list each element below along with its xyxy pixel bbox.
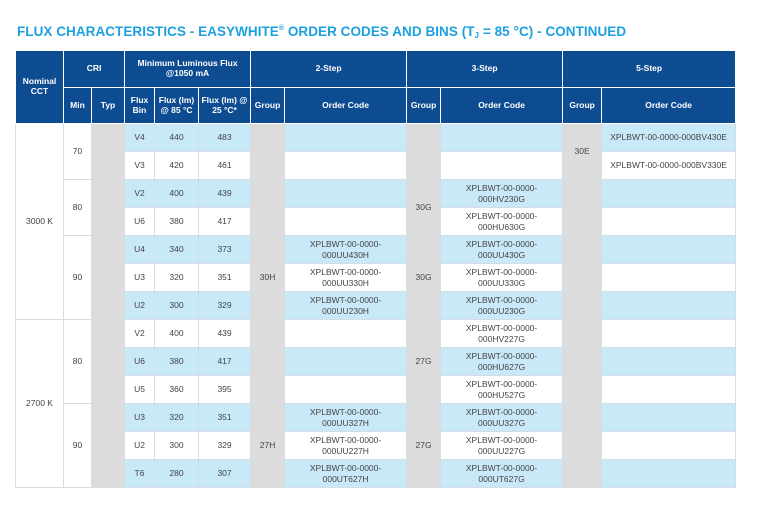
flux-25-cell: 329 xyxy=(199,292,251,320)
step3-code-cell: XPLBWT-00-0000-000HU527G xyxy=(441,376,563,404)
step3-group-cell: 27G xyxy=(407,320,441,404)
header-5-step: 5-Step xyxy=(563,51,736,88)
step2-group-cell xyxy=(251,320,285,404)
flux-bin-cell: U2 xyxy=(125,292,155,320)
step5-code-cell xyxy=(602,292,736,320)
flux-85-cell: 380 xyxy=(155,208,199,236)
flux-85-cell: 320 xyxy=(155,404,199,432)
step5-code-cell: XPLBWT-00-0000-000BV330E xyxy=(602,152,736,180)
header-cri-typ: Typ xyxy=(92,88,125,124)
step5-code-cell xyxy=(602,460,736,488)
table-row xyxy=(16,124,736,152)
header-min-flux: Minimum Luminous Flux @1050 mA xyxy=(125,51,251,88)
flux-table-container xyxy=(15,50,735,487)
step2-code-cell xyxy=(285,208,407,236)
step3-group-cell: 30G xyxy=(407,236,441,320)
step2-code-cell xyxy=(285,180,407,208)
header-3step-group: Group xyxy=(407,88,441,124)
step2-code-cell: XPLBWT-00-0000-000UU430H xyxy=(285,236,407,264)
step3-code-cell: XPLBWT-00-0000-000UU330G xyxy=(441,264,563,292)
flux-25-cell: 329 xyxy=(199,432,251,460)
flux-25-cell: 307 xyxy=(199,460,251,488)
flux-85-cell: 360 xyxy=(155,376,199,404)
flux-bin-cell: U3 xyxy=(125,264,155,292)
flux-bin-cell: T6 xyxy=(125,460,155,488)
flux-25-cell: 351 xyxy=(199,264,251,292)
header-flux-85: Flux (lm) @ 85 °C xyxy=(155,88,199,124)
header-5step-group: Group xyxy=(563,88,602,124)
step2-code-cell xyxy=(285,124,407,152)
flux-25-cell: 439 xyxy=(199,320,251,348)
cri-min-cell: 80 xyxy=(64,180,92,236)
flux-bin-cell: U6 xyxy=(125,348,155,376)
step5-code-cell xyxy=(602,180,736,208)
step2-code-cell xyxy=(285,348,407,376)
flux-bin-cell: V4 xyxy=(125,124,155,152)
flux-25-cell: 461 xyxy=(199,152,251,180)
step5-code-cell xyxy=(602,432,736,460)
step3-code-cell: XPLBWT-00-0000-000UT627G xyxy=(441,460,563,488)
step3-group-cell: 27G xyxy=(407,404,441,488)
header-nominal-cct: Nominal CCT xyxy=(16,51,64,124)
step2-code-cell: XPLBWT-00-0000-000UU330H xyxy=(285,264,407,292)
flux-bin-cell: V2 xyxy=(125,180,155,208)
flux-85-cell: 340 xyxy=(155,236,199,264)
cri-min-cell: 90 xyxy=(64,404,92,488)
step2-code-cell: XPLBWT-00-0000-000UU227H xyxy=(285,432,407,460)
flux-bin-cell: U5 xyxy=(125,376,155,404)
flux-bin-cell: V2 xyxy=(125,320,155,348)
step2-group-cell xyxy=(251,124,285,236)
step5-code-cell xyxy=(602,208,736,236)
flux-bin-cell: U3 xyxy=(125,404,155,432)
step2-code-cell xyxy=(285,152,407,180)
flux-85-cell: 320 xyxy=(155,264,199,292)
step5-group-cell: 30E xyxy=(563,124,602,180)
step3-code-cell xyxy=(441,124,563,152)
step2-code-cell xyxy=(285,376,407,404)
step3-code-cell: XPLBWT-00-0000-000UU430G xyxy=(441,236,563,264)
flux-85-cell: 440 xyxy=(155,124,199,152)
step3-code-cell: XPLBWT-00-0000-000HV230G xyxy=(441,180,563,208)
step3-code-cell: XPLBWT-00-0000-000HV227G xyxy=(441,320,563,348)
flux-25-cell: 439 xyxy=(199,180,251,208)
step3-code-cell: XPLBWT-00-0000-000UU327G xyxy=(441,404,563,432)
cri-typ-cell xyxy=(92,124,125,320)
flux-25-cell: 395 xyxy=(199,376,251,404)
step3-code-cell: XPLBWT-00-0000-000UU227G xyxy=(441,432,563,460)
step3-code-cell: XPLBWT-00-0000-000HU630G xyxy=(441,208,563,236)
step5-code-cell xyxy=(602,264,736,292)
header-flux-bin: Flux Bin xyxy=(125,88,155,124)
step5-code-cell: XPLBWT-00-0000-000BV430E xyxy=(602,124,736,152)
step2-code-cell: XPLBWT-00-0000-000UU230H xyxy=(285,292,407,320)
step2-code-cell xyxy=(285,320,407,348)
step2-group-cell: 30H xyxy=(251,236,285,320)
cri-min-cell: 80 xyxy=(64,320,92,404)
flux-85-cell: 380 xyxy=(155,348,199,376)
flux-bin-cell: U6 xyxy=(125,208,155,236)
cri-min-cell: 90 xyxy=(64,236,92,320)
header-3step-order-code: Order Code xyxy=(441,88,563,124)
step5-group-cell xyxy=(563,180,602,488)
cct-cell: 3000 K xyxy=(16,124,64,320)
flux-table xyxy=(15,50,736,488)
flux-25-cell: 417 xyxy=(199,208,251,236)
step3-group-cell xyxy=(407,124,441,180)
junction-subscript: J xyxy=(474,31,480,40)
flux-bin-cell: U4 xyxy=(125,236,155,264)
flux-bin-cell: V3 xyxy=(125,152,155,180)
step3-code-cell: XPLBWT-00-0000-000HU627G xyxy=(441,348,563,376)
step5-code-cell xyxy=(602,236,736,264)
flux-25-cell: 483 xyxy=(199,124,251,152)
cri-typ-cell xyxy=(92,320,125,488)
step5-code-cell xyxy=(602,404,736,432)
flux-25-cell: 373 xyxy=(199,236,251,264)
flux-85-cell: 400 xyxy=(155,320,199,348)
header-2-step: 2-Step xyxy=(251,51,407,88)
header-cri: CRI xyxy=(64,51,125,88)
cri-min-cell: 70 xyxy=(64,124,92,180)
step3-code-cell: XPLBWT-00-0000-000UU230G xyxy=(441,292,563,320)
registered-mark: ® xyxy=(278,24,285,32)
step3-group-cell: 30G xyxy=(407,180,441,236)
header-flux-25: Flux (lm) @ 25 °C* xyxy=(199,88,251,124)
step2-group-cell: 27H xyxy=(251,404,285,488)
step2-code-cell: XPLBWT-00-0000-000UU327H xyxy=(285,404,407,432)
page-title: FLUX CHARACTERISTICS - EASYWHITE® ORDER CODES AND BINS ($T_J = 85$ °C) - CONTINUED xyxy=(17,24,627,40)
step5-code-cell xyxy=(602,320,736,348)
flux-85-cell: 280 xyxy=(155,460,199,488)
step5-code-cell xyxy=(602,376,736,404)
header-2step-group: Group xyxy=(251,88,285,124)
cct-cell: 2700 K xyxy=(16,320,64,488)
header-5step-order-code: Order Code xyxy=(602,88,736,124)
table-row xyxy=(16,320,736,348)
flux-25-cell: 417 xyxy=(199,348,251,376)
step5-code-cell xyxy=(602,348,736,376)
flux-85-cell: 400 xyxy=(155,180,199,208)
flux-85-cell: 300 xyxy=(155,432,199,460)
header-cri-min: Min xyxy=(64,88,92,124)
step3-code-cell xyxy=(441,152,563,180)
header-2step-order-code: Order Code xyxy=(285,88,407,124)
flux-85-cell: 300 xyxy=(155,292,199,320)
header-3-step: 3-Step xyxy=(407,51,563,88)
flux-85-cell: 420 xyxy=(155,152,199,180)
flux-bin-cell: U2 xyxy=(125,432,155,460)
flux-25-cell: 351 xyxy=(199,404,251,432)
step2-code-cell: XPLBWT-00-0000-000UT627H xyxy=(285,460,407,488)
